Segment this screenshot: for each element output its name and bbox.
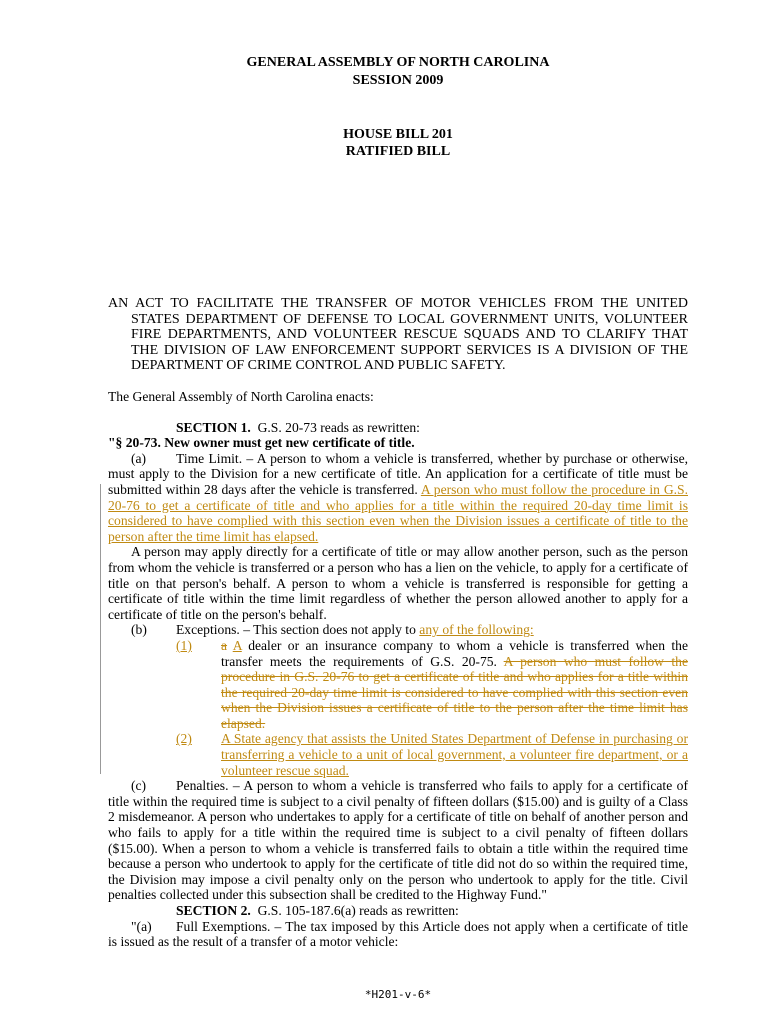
section-2-label: SECTION 2. [176,903,251,918]
subsection-b [108,622,688,638]
subsection-b-label: (b) [131,622,147,638]
item-1-body: dealer or an insurance company to whom a vehicle is transferred when the transfer meets the requirements of G.S. 20-75. [221,637,688,669]
section-1-intro [108,420,688,436]
bill-body [108,389,688,950]
enacting-clause: The General Assembly of North Carolina enacts: [108,389,374,404]
section-2-intro [108,903,688,919]
item-1-deleted-article: a [221,637,228,653]
section-2-a-label: "(a) [131,918,152,934]
act-text: AN ACT TO FACILITATE THE TRANSFER OF MOTOR VEHICLES FROM THE UNITED STATES DEPARTMENT OF DEFENSE TO LOCAL GOVERNMENT UNITS, VOLUNTEER FIRE DEPARTMENTS, AND VOLUNTEER RESCUE SQUADS AND TO CLARIFY THAT THE DIVISION OF LAW ENFORCEMENT SUPPORT SERVICES IS A DIVISION OF THE DEPARTMENT OF CRIME CONTROL AND PUBLIC SAFETY. [108,296,688,374]
item-2-insertion: A State agency that assists the United States Department of Defense in purchasing or transferring a vehicle to a unit of local government, a volunteer fire department, or a volunteer rescue squad. [221,731,688,778]
bill-status: RATIFIED BILL [345,144,451,159]
section-2-text: G.S. 105-187.6(a) reads as rewritten: [257,903,459,918]
subsection-a-insertion: A person who must follow the procedure in G.S. 20-76 to get a certificate of title and who applies for a title within the required 20-day time limit is considered to have complied with this section even when the Division issues a certificate of title to the person after the time limit has elapsed. [108,481,688,544]
subsection-c-text: Penalties. – A person to whom a vehicle is transferred who fails to apply for a certificate of title within the required time is subject to a civil penalty of fifteen dollars ($15.00) and is guilty of a Class 2 misdemeanor. A person who undertakes to apply for a certificate of title on behalf of another person and who fails to apply for a title within the required time is subject to a civil penalty of fifteen dollars ($15.00). When a person to whom a vehicle is transferred fails to obtain a title within the required time because a person who undertook to apply for the certificate of title did not do so within the required time, the Division may impose a civil penalty only on the person who undertook to apply for the title. Civil penalties collected under this subsection shall be credited to the Highway Fund." [108,778,688,903]
section-1-text: G.S. 20-73 reads as rewritten: [257,419,420,435]
section-2-a-text: Full Exemptions. – The tax imposed by this Article does not apply when a certificate of title is issued as the result of a transfer of a motor vehicle: [108,918,688,950]
item-1-inserted-article: A [232,637,242,653]
section-1-label: SECTION 1. [176,419,251,435]
subsection-a-paragraph-2: A person may apply directly for a certificate of title or may allow another person, such as the person from whom the vehicle is transferred or a person who has a lien on the vehicle, to apply for a certificate of title on that person's behalf. A person to whom a vehicle is transferred is responsible for getting a certificate of title within the time limit regardless of whether the person allowed another to apply for a certificate of title on the person's behalf. [108,544,688,622]
subsection-a-label: (a) [131,450,147,466]
document-footer: *H201-v-6* [364,988,432,1001]
subsection-a-text: Time Limit. – A person to whom a vehicle is transferred, whether by purchase or otherwise, must apply to the Division for a new certificate of title. An application for a certificate of title must be submitted within 28 days after the vehicle is transferred. [108,450,688,497]
item-1-deletion: A person who must follow the procedure in G.S. 20-76 to get a certificate of title and who applies for a title within the required 20-day time limit is considered to have complied with this section even when the Division issues a certificate of title to the person after the time limit has elapsed. [221,653,689,731]
item-2-label: (2) [176,731,192,747]
subsection-c [108,778,688,903]
act-title [108,296,688,374]
subsection-b-text: Exceptions. – This section does not apply to [176,622,416,638]
item-1-text [221,638,688,732]
session-title: SESSION 2009 [352,73,444,88]
subsection-c-label: (c) [131,778,147,794]
revision-bar [100,484,101,774]
subsection-b-insertion: any of the following: [419,622,534,638]
subsection-a [108,451,688,545]
item-1-label: (1) [176,637,192,653]
item-2 [108,731,688,778]
bill-number: HOUSE BILL 201 [343,127,453,142]
section-2-subsection-a [108,919,688,950]
section-heading: "§ 20-73. New owner must get new certificate of title. [108,435,415,451]
item-1 [108,638,688,732]
assembly-title: GENERAL ASSEMBLY OF NORTH CAROLINA [246,55,550,70]
